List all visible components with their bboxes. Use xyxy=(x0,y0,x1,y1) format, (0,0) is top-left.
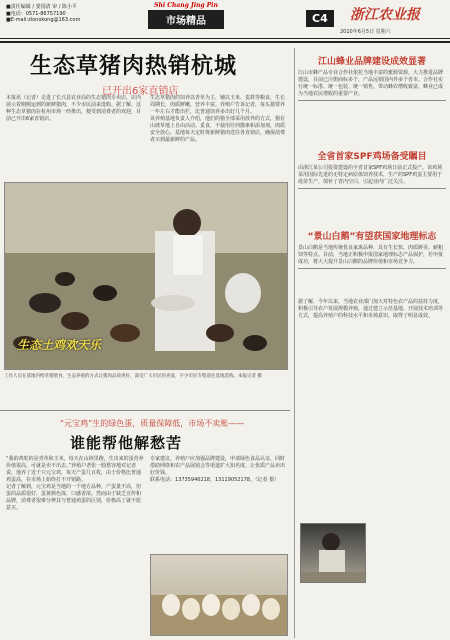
banner-pinyin: Shi Chang Jing Pin xyxy=(154,2,218,9)
sidebar xyxy=(298,52,446,320)
photo-overlay-caption: 生态土鸡欢天乐 xyxy=(17,338,102,352)
shopkeeper-photo xyxy=(300,523,366,583)
sidebar-rule xyxy=(298,268,446,269)
banner-title: 市场精品 xyxy=(148,10,224,29)
article-paragraph: “我的鸡吃的是青草和玉米，每天在山林里跑，生出来的蛋营养价值很高，可就是卖不出去。”养殖户老张一脸愁容地对记者说。他养了近千只元宝鸡，每天产蛋几百枚，由于价格比普通鸡蛋高，在市场上始终打不开销路。 xyxy=(6,456,144,483)
section-rule xyxy=(0,410,290,411)
second-story-column-2 xyxy=(150,456,288,484)
editor-line: ■责任编辑 / 娄国清 审 / 陈小平 xyxy=(6,4,78,10)
main-subhead: 已开出6家直销店 xyxy=(102,86,179,97)
second-story-kicker: “元宝鸡”生的绿色蛋，质量保障低，市场不卖账—— xyxy=(60,419,245,428)
phone-line: ■电话：0571-86757190 xyxy=(6,10,66,17)
masthead: 浙江农业报 xyxy=(350,7,420,23)
article-column-1 xyxy=(6,95,144,123)
sidebar-headline-2: 全省首家SPF鸡场备受瞩目 xyxy=(317,152,427,162)
sidebar-paragraph-4: 据了解，今年以来，当地农业部门加大对特色农产品的扶持力度，积极引导农户发展规模养殖，通过建立示范基地、开展技术培训等方式，提高养殖户的科技水平和市场意识，取得了明显成效。 xyxy=(298,299,444,319)
article-paragraph: 该养殖基地负责人介绍，他们的猪全部采用放养的方式，猪在山坡草地上自由活动、觅食，不使用任何激素和添加剂，肉质安全放心。基地每天定时将新鲜猪肉送往各直销店，确保消费者买到最新鲜的产品。 xyxy=(150,116,286,143)
email-line: ■E-mail:zlonokong@163.com xyxy=(6,17,81,23)
article-column-2 xyxy=(150,95,288,144)
header-contact xyxy=(6,4,126,24)
shopkeeper-illustration xyxy=(301,524,366,583)
photo-caption: 工作人员在基地内给草猪喂食，生态养殖的方式让猪肉品质更好，深受广大市民的喜爱，不少市民专程前往基地选购。本报记者 摄 xyxy=(4,374,262,379)
second-story-column-1 xyxy=(6,456,144,512)
eggs-photo xyxy=(150,554,288,636)
sidebar-rule xyxy=(298,100,446,101)
article-paragraph: 记者了解到，元宝鸡是当地的一个地方品种，产蛋量不高，但蛋的品质很好，蛋黄颜色深，口感香浓。然而由于缺乏宣传和品牌，消费者很难分辨其与普通鸡蛋的区别，价格高了就不愿意买。 xyxy=(6,484,142,511)
second-story-headline: 谁能帮他解愁苦 xyxy=(70,434,183,452)
article-paragraph: 联系电话：13735946218，13119052178。（记者 摄） xyxy=(150,477,280,483)
chicken-photo xyxy=(4,182,288,370)
sidebar-paragraph-3: 景山白鹅是当地传统优良家禽品种，具有生长快、肉质鲜美、耐粗饲等特点。目前，当地正积极申报国家地理标志产品保护，若申报成功，将大大提升景山白鹅的品牌价值和市场竞争力。 xyxy=(298,245,444,265)
sidebar-paragraph-1: 江山市蜂产品专业合作社依托当地丰富的蜜源资源，大力推进品牌建设，目前已注册商标多个，产品远销国内外多个省市。合作社实行统一标准、统一包装、统一销售，带动蜂农增收致富，蜂业已成为当地农民增收的重要产业。 xyxy=(298,70,444,97)
main-headline: 生态草猪肉热销杭城 xyxy=(30,54,238,79)
section-banner xyxy=(148,2,224,27)
article-paragraph: 专家建议，养殖户应加强品牌建设，申请绿色食品认证，同时借助网络和农产品展销会等渠道扩大知名度，让优质产品卖出好价钱。 xyxy=(150,456,286,476)
article-paragraph: 生态草猪肉的饲养以青草为主，辅以玉米、麦麸等粮食，生长周期长，肉质鲜嫩，营养丰富。养殖户告诉记者，每头猪要养一年左右才能出栏，比普通饲养多出好几个月。 xyxy=(150,95,286,115)
page-label: C4 xyxy=(306,10,334,27)
header-rule xyxy=(0,38,450,39)
sidebar-paragraph-2: 由浙江某公司投资建设的全省首家SPF鸡场日前正式投产。该鸡场采用国际先进的无特定病原体饲养技术，生产的SPF鸡蛋主要用于疫苗生产，填补了省内空白，引起业内广泛关注。 xyxy=(298,165,443,185)
issue-date: 2010年6月5日 星期六 xyxy=(340,29,391,35)
article-paragraph: 本报讯（记者）走进了长兴县农业局的生态猪肉专卖店，店内展示着刚刚运到的新鲜猪肉，不少市民前来选购。据了解，这种生态草猪肉在杭州市场一经推出，便受到消费者的欢迎，目前已开出6家直销店。 xyxy=(6,95,142,122)
column-divider xyxy=(294,48,295,638)
header-rule-thick xyxy=(0,41,450,43)
eggs-illustration xyxy=(151,555,288,636)
sidebar-headline-3: “景山白鹅”有望获国家地理标志 xyxy=(307,232,437,242)
sidebar-rule xyxy=(298,188,446,189)
sidebar-headline-1: 江山蜂业品牌建设成效显著 xyxy=(317,57,426,67)
